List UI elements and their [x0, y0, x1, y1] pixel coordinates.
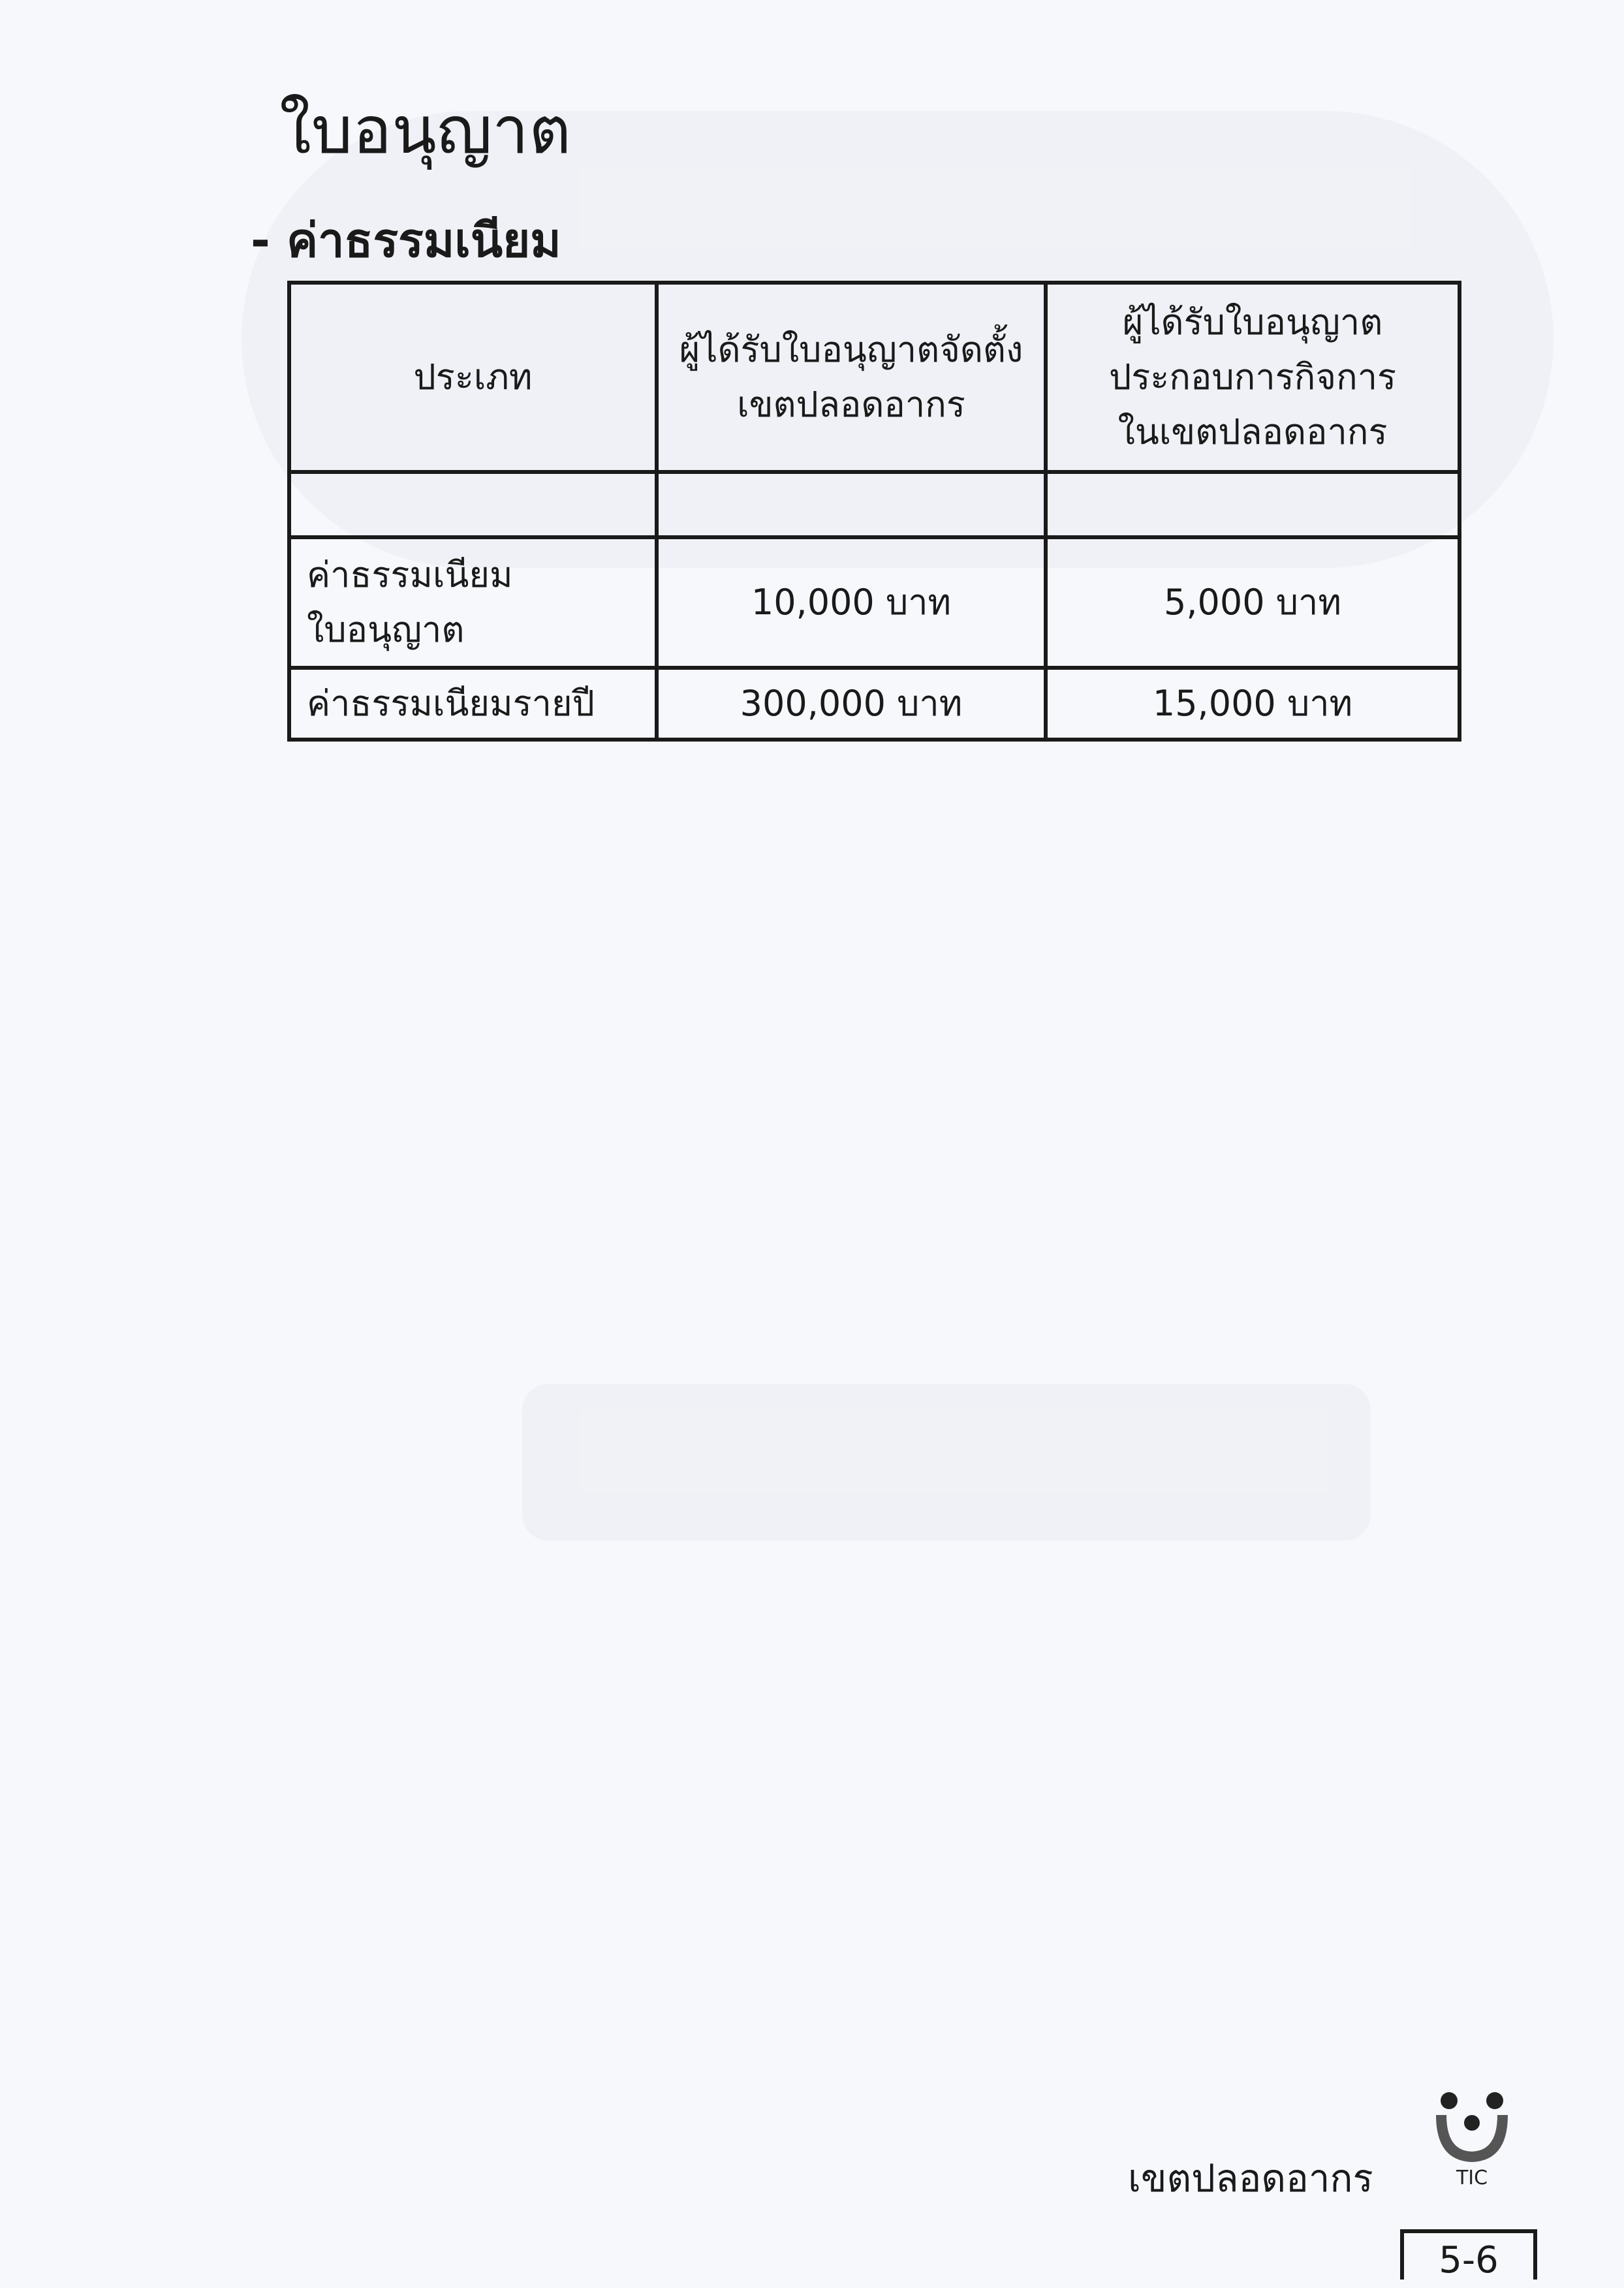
table-row: [289, 537, 1460, 668]
table-cell: [657, 472, 1046, 537]
table-row: [289, 668, 1460, 740]
table-row: [289, 472, 1460, 537]
table-cell: 10,000 บาท: [657, 537, 1046, 668]
background-bleed-box: [522, 1384, 1371, 1541]
table-cell: [1046, 472, 1460, 537]
header-zone-founder: ผู้ได้รับใบอนุญาตจัดตั้ง เขตปลอดอากร: [657, 283, 1046, 472]
logo-text: TIC: [1456, 2167, 1488, 2187]
fee-table: [287, 281, 1461, 742]
tic-logo: [1429, 2089, 1514, 2187]
page-title: ใบอนุญาต: [279, 92, 572, 168]
table-cell: 300,000 บาท: [657, 668, 1046, 740]
table-cell: 15,000 บาท: [1046, 668, 1460, 740]
section-heading: - ค่าธรรมเนียม: [251, 213, 561, 268]
page-number: 5-6: [1400, 2229, 1537, 2280]
table-cell: [289, 472, 657, 537]
header-zone-operator: ผู้ได้รับใบอนุญาต ประกอบการกิจการ ในเขตปลอดอากร: [1046, 283, 1460, 472]
table-cell: ค่าธรรมเนียม ใบอนุญาต: [289, 537, 657, 668]
table-cell: 5,000 บาท: [1046, 537, 1460, 668]
header-type: ประเภท: [289, 283, 657, 472]
table-cell: ค่าธรรมเนียมรายปี: [289, 668, 657, 740]
table-header-row: [289, 283, 1460, 472]
footer-section-label: เขตปลอดอากร: [1128, 2156, 1373, 2201]
